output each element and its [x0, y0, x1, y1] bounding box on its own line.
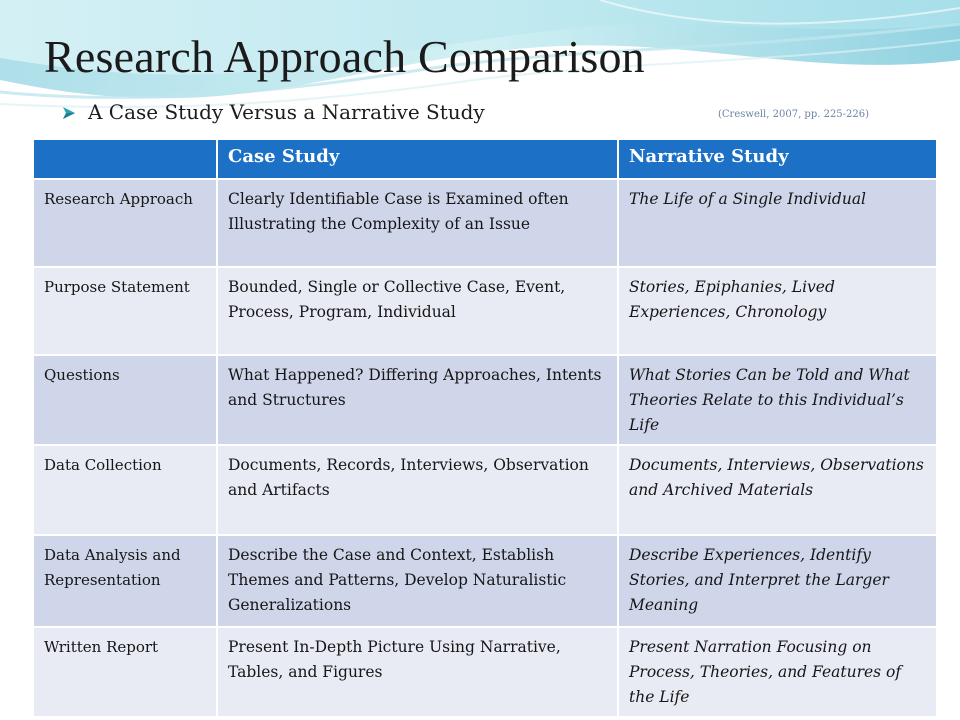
- row-label: Purpose Statement: [33, 267, 217, 355]
- arrow-bullet-icon: [62, 106, 76, 120]
- subtitle-bullet: [62, 100, 892, 128]
- header-cell-narrative-study: Narrative Study: [618, 139, 937, 179]
- narrative-study-cell: Describe Experiences, Identify Stories, and Interpret the Larger Meaning: [618, 535, 937, 627]
- narrative-study-cell: The Life of a Single Individual: [618, 179, 937, 267]
- table-row: [33, 627, 937, 717]
- case-study-cell: Documents, Records, Interviews, Observation and Artifacts: [217, 445, 618, 535]
- citation-text: (Creswell, 2007, pp. 225-226): [718, 109, 870, 120]
- row-label: Questions: [33, 355, 217, 445]
- table-header-row: [33, 139, 937, 179]
- narrative-study-cell: Present Narration Focusing on Process, Theories, and Features of the Life: [618, 627, 937, 717]
- header-cell-empty: [33, 139, 217, 179]
- row-label: Data Collection: [33, 445, 217, 535]
- table-row: [33, 179, 937, 267]
- row-label: Research Approach: [33, 179, 217, 267]
- table-row: [33, 355, 937, 445]
- row-label: Data Analysis and Representation: [33, 535, 217, 627]
- case-study-cell: Describe the Case and Context, Establish Themes and Patterns, Develop Naturalistic Generalizations: [217, 535, 618, 627]
- narrative-study-cell: Documents, Interviews, Observations and Archived Materials: [618, 445, 937, 535]
- header-cell-case-study: Case Study: [217, 139, 618, 179]
- case-study-cell: Bounded, Single or Collective Case, Event, Process, Program, Individual: [217, 267, 618, 355]
- narrative-study-cell: Stories, Epiphanies, Lived Experiences, Chronology: [618, 267, 937, 355]
- case-study-cell: What Happened? Differing Approaches, Intents and Structures: [217, 355, 618, 445]
- row-label: Written Report: [33, 627, 217, 717]
- table-row: [33, 535, 937, 627]
- narrative-study-cell: What Stories Can be Told and What Theories Relate to this Individual’s Life: [618, 355, 937, 445]
- case-study-cell: Clearly Identifiable Case is Examined often Illustrating the Complexity of an Issue: [217, 179, 618, 267]
- subtitle-text: A Case Study Versus a Narrative Study: [88, 100, 485, 124]
- case-study-cell: Present In-Depth Picture Using Narrative, Tables, and Figures: [217, 627, 618, 717]
- comparison-table: [32, 138, 938, 718]
- table-row: [33, 267, 937, 355]
- slide-title: Research Approach Comparison: [44, 31, 645, 82]
- table-row: [33, 445, 937, 535]
